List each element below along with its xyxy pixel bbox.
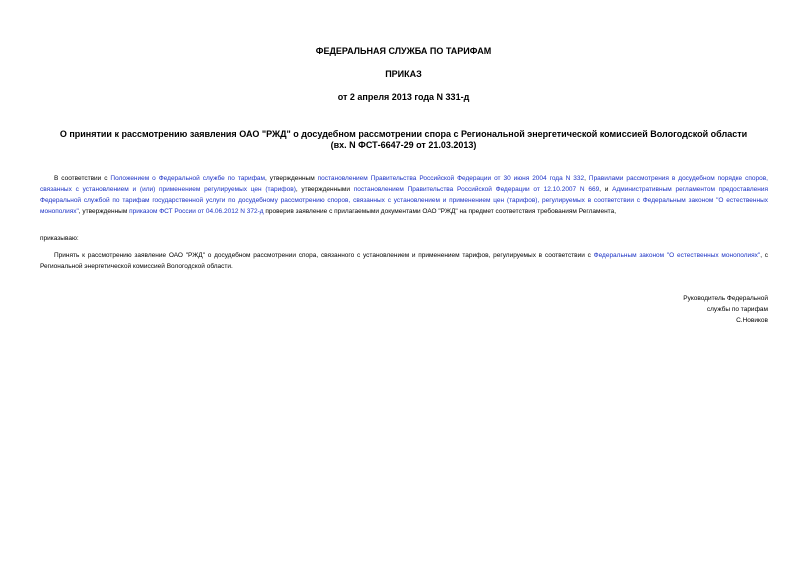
preamble-text: , и bbox=[599, 185, 613, 193]
link-pretrial-rules[interactable]: Правилами рассмотрения в досудебном порядке споров, связанных с установлением и (или) применением регулируемых цен (тарифов) bbox=[40, 174, 768, 193]
signature-position-cont: службы по тарифам bbox=[706, 306, 768, 313]
item-text: Принять к рассмотрению заявление ОАО "РЖД" о досудебном рассмотрении спора, связанного с установлением и применением тарифов, регулируемых в соответствии с bbox=[54, 251, 594, 259]
preamble-text: В соответствии с bbox=[54, 174, 111, 182]
document-incoming-number: (вх. N ФСТ-6647-29 от 21.03.2013) bbox=[330, 140, 477, 150]
document-title: О принятии к рассмотрению заявления ОАО "РЖД" о досудебном рассмотрении спора с Региональной энергетической комиссией Вологодской области bbox=[59, 129, 748, 139]
signature-position: Руководитель Федеральной bbox=[683, 295, 768, 302]
link-government-decree-669[interactable]: постановлением Правительства Российской Федерации от 12.10.2007 N 669 bbox=[353, 185, 600, 193]
preamble-text: , утвержденным bbox=[78, 207, 130, 215]
link-natural-monopolies-law[interactable]: Федеральным законом "О естественных монополиях" bbox=[593, 251, 761, 259]
link-fst-order-372[interactable]: приказом ФСТ России от 04.06.2012 N 372-д bbox=[129, 207, 264, 215]
preamble-text: проверив заявление с прилагаемыми документами ОАО "РЖД" на предмет соответствия требованиям Регламента, bbox=[263, 207, 617, 215]
preamble-text: , утвержденными bbox=[295, 185, 354, 193]
link-administrative-regulation[interactable]: Административным регламентом предоставления Федеральной службой по тарифам государственной услуги по досудебному рассмотрению споров, связанных с установлением и применением цен (тарифов), регулируемых в соответствии с Федеральным законом "О естественных монополиях" bbox=[40, 185, 768, 215]
preamble-text: , bbox=[584, 174, 589, 182]
document-date-number: от 2 апреля 2013 года N 331-д bbox=[337, 92, 470, 102]
order-item-paragraph bbox=[40, 250, 768, 272]
signature-name: С.Новиков bbox=[736, 317, 768, 324]
link-government-decree-332[interactable]: постановлением Правительства Российской Федерации от 30 июня 2004 года N 332 bbox=[317, 174, 585, 182]
organization-name: ФЕДЕРАЛЬНАЯ СЛУЖБА ПО ТАРИФАМ bbox=[315, 46, 492, 56]
item-text: , с Региональной энергетической комиссией Вологодской области. bbox=[40, 251, 768, 270]
preamble-paragraph bbox=[40, 173, 768, 217]
preamble-text: , утвержденным bbox=[265, 174, 318, 182]
link-fst-regulation[interactable]: Положением о Федеральной службе по тарифам bbox=[110, 174, 266, 182]
order-word: приказываю: bbox=[40, 235, 79, 242]
document-type: ПРИКАЗ bbox=[385, 69, 422, 79]
